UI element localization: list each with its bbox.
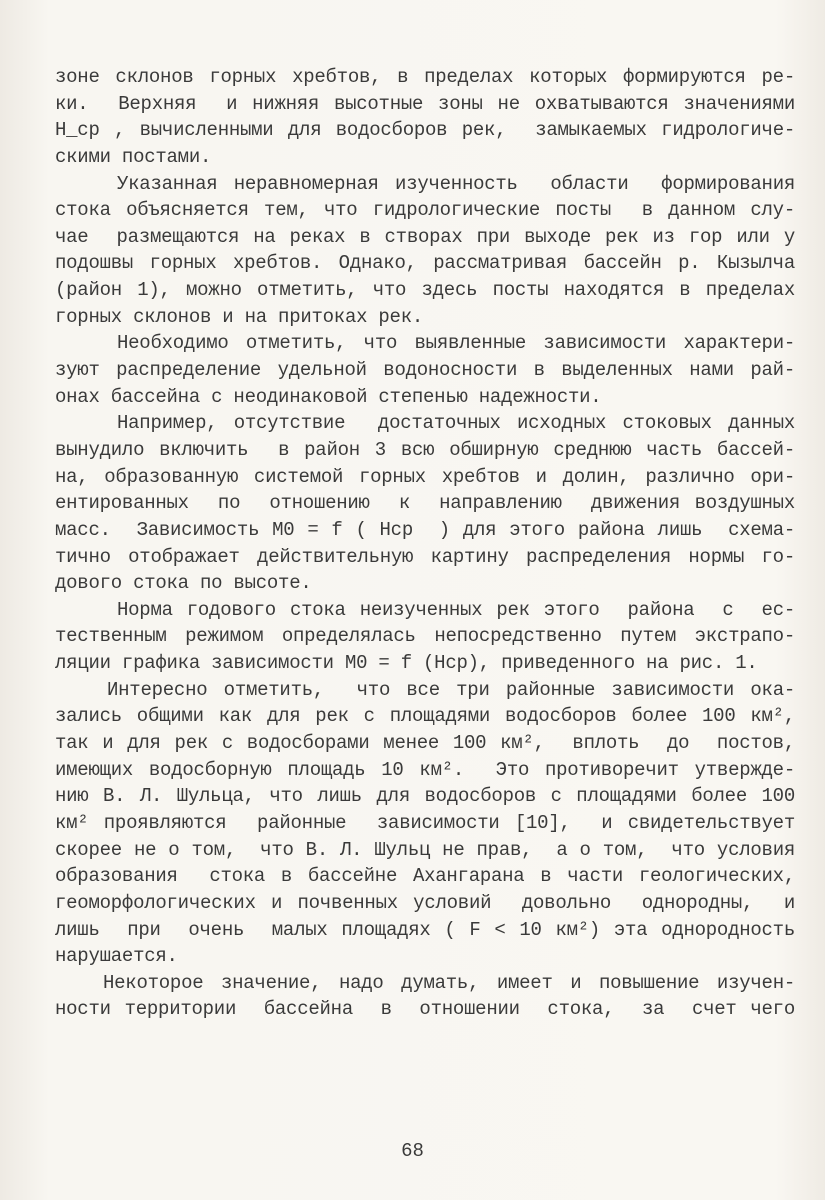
page-number: 68 [401,1140,424,1162]
text-line: тично отображает действительную картину распределения нормы го- [55,545,795,568]
text-line: Указанная неравномерная изученность области формирования [117,172,795,195]
body-text [55,64,795,1023]
text-line: дового стока по высоте. [55,572,312,595]
paragraph-7 [55,970,795,1023]
text-line: ентированных по отношению к направлению движения воздушных [55,492,795,515]
paragraph-5 [55,597,795,677]
text-line: геоморфологических и почвенных условий довольно однородны, и [55,891,795,914]
text-line: имеющих водосборную площадь 10 км². Это противоречит утвержде- [55,758,795,781]
text-line: горных склонов и на притоках рек. [55,305,424,328]
text-line: ности территории бассейна в отношении стока, за счет чего [55,998,795,1021]
text-line: Например, отсутствие достаточных исходных стоковых данных [117,412,795,435]
text-line: масс. Зависимость M0 = f ( Hcp ) для этого района лишь схема- [55,518,795,541]
text-line: образования стока в бассейне Ахангарана в части геологических, [55,865,795,888]
text-line: подошвы горных хребтов. Однако, рассматривая бассейн р. Кызылча [55,252,795,275]
text-line: нию В. Л. Шульца, что лишь для водосборов с площадями более 100 [55,785,795,808]
paragraph-1 [55,64,795,171]
text-line: стока объясняется тем, что гидрологические посты в данном слу- [55,199,795,222]
text-line: зуют распределение удельной водоносности в выделенных нами рай- [55,359,795,382]
text-line: H_cp , вычисленными для водосборов рек, замыкаемых гидрологиче- [55,119,795,142]
text-line: (район 1), можно отметить, что здесь посты находятся в пределах [55,279,795,302]
paragraph-3 [55,330,795,410]
paragraph-4 [55,410,795,596]
text-line: зались общими как для рек с площадями водосборов более 100 км², [55,705,795,728]
text-line: Необходимо отметить, что выявленные зависимости характери- [117,332,795,355]
text-line: тественным режимом определялась непосредственно путем экстрапо- [55,625,795,648]
text-line: скими постами. [55,145,212,168]
text-line: ляции графика зависимости M0 = f (Hcp), приведенного на рис. 1. [55,652,758,675]
text-line: вынудило включить в район 3 всю обширную среднюю часть бассей- [55,438,795,461]
text-line: Интересно отметить, что все три районные зависимости ока- [107,678,795,701]
text-line: чае размещаются на реках в створах при выходе рек из гор или у [55,225,795,248]
text-line: км² проявляются районные зависимости [10], и свидетельствует [55,811,795,834]
text-line: скорее не о том, что В. Л. Шульц не прав, а о том, что условия [55,838,795,861]
text-line: ки. Верхняя и нижняя высотные зоны не охватываются значениями [55,92,795,115]
text-line: нарушается. [55,945,178,968]
text-line: зоне склонов горных хребтов, в пределах которых формируются ре- [55,66,795,88]
text-line: так и для рек с водосборами менее 100 км², вплоть до постов, [55,732,795,755]
paragraph-6 [55,677,795,970]
text-line: лишь при очень малых площадях ( F < 10 км²) эта однородность [55,918,795,941]
text-line: на, образованную системой горных хребтов и долин, различно ори- [55,465,795,488]
text-line: Некоторое значение, надо думать, имеет и повышение изучен- [103,971,795,994]
text-line: Норма годового стока неизученных рек этого района с ес- [117,598,795,621]
paragraph-2 [55,171,795,331]
text-line: онах бассейна с неодинаковой степенью надежности. [55,385,602,408]
